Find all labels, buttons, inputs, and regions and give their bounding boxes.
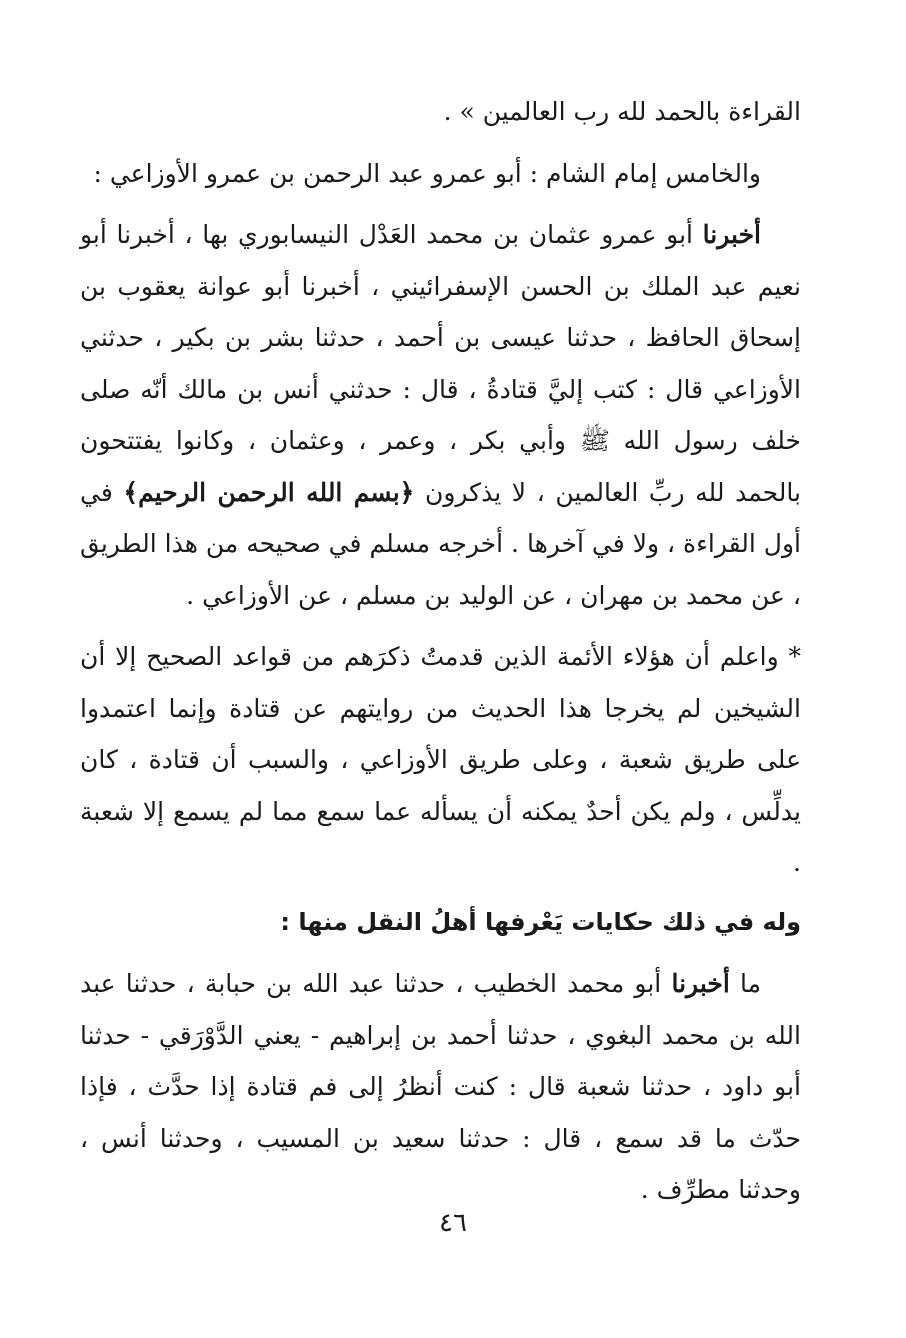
paragraph-3-text: أبو محمد الخطيب ، حدثنا عبد الله بن حبابة ، حدثنا عبد الله بن محمد البغوي ، حدثنا أحمد بن إبراهيم - يعني الدَّوْرَقي - حدثنا أبو داود ، حدثنا شعبة قال : كنت أنظرُ إلى فم قتادة إذا حدَّث ، فإذا حدّث ما قد سمع ، قال : حدثنا سعيد بن المسيب ، وحدثنا أنس ، وحدثنا مطرِّف . [80, 969, 802, 1204]
paragraph-3-prefix: ما [729, 969, 761, 998]
page-body [80, 86, 801, 1216]
page-number: ٤٦ [439, 1208, 467, 1238]
lead-word: أخبرنا [702, 220, 761, 249]
basmala: ﴿بسم الله الرحمن الرحيم﴾ [123, 477, 415, 507]
paragraph-1-text-before: أبو عمرو عثمان بن محمد العَدْل النيسابوري بها ، أخبرنا أبو نعيم عبد الملك بن الحسن الإسفرائيني ، أخبرنا أبو عوانة يعقوب بن إسحاق الحافظ ، حدثنا عيسى بن أحمد ، حدثنا بشر بن بكير ، حدثني الأوزاعي قال : كتب إليَّ قتادةُ ، قال : حدثني أنس بن مالك أنّه صلى خلف رسول الله ﷺ وأبي بكر ، وعمر ، وعثمان ، وكانوا يفتتحون بالحمد لله ربِّ العالمين ، لا يذكرون [80, 220, 801, 507]
heading-2: وله في ذلك حكايات يَعْرفها أهلُ النقل منها : [280, 907, 801, 936]
paragraph-3 [80, 958, 801, 1216]
lead-word: أخبرنا [671, 969, 730, 998]
paragraph-1-text-after: في أول القراءة ، ولا في آخرها . أخرجه مسلم في صحيحه من هذا الطريق ، عن محمد بن مهران ، عن الوليد بن مسلم ، عن الأوزاعي . [80, 477, 801, 610]
section-title: والخامس إمام الشام : أبو عمرو عبد الرحمن بن عمرو الأوزاعي : [93, 158, 761, 188]
paragraph-2: * واعلم أن هؤلاء الأئمة الذين قدمتُ ذكرَهم من قواعد الصحيح إلا أن الشيخين لم يخرجا هذا الحديث من روايتهم عن قتادة وإنما اعتمدوا على طريق شعبة ، وعلى طريق الأوزاعي ، والسبب أن قتادة ، كان يدلِّس ، ولم يكن أحدٌ يمكنه أن يسأله عما سمع مما لم يسمع إلا شعبة . [80, 642, 801, 877]
paragraph-1 [80, 209, 801, 621]
intro-line: القراءة بالحمد لله رب العالمين » . [443, 97, 801, 126]
